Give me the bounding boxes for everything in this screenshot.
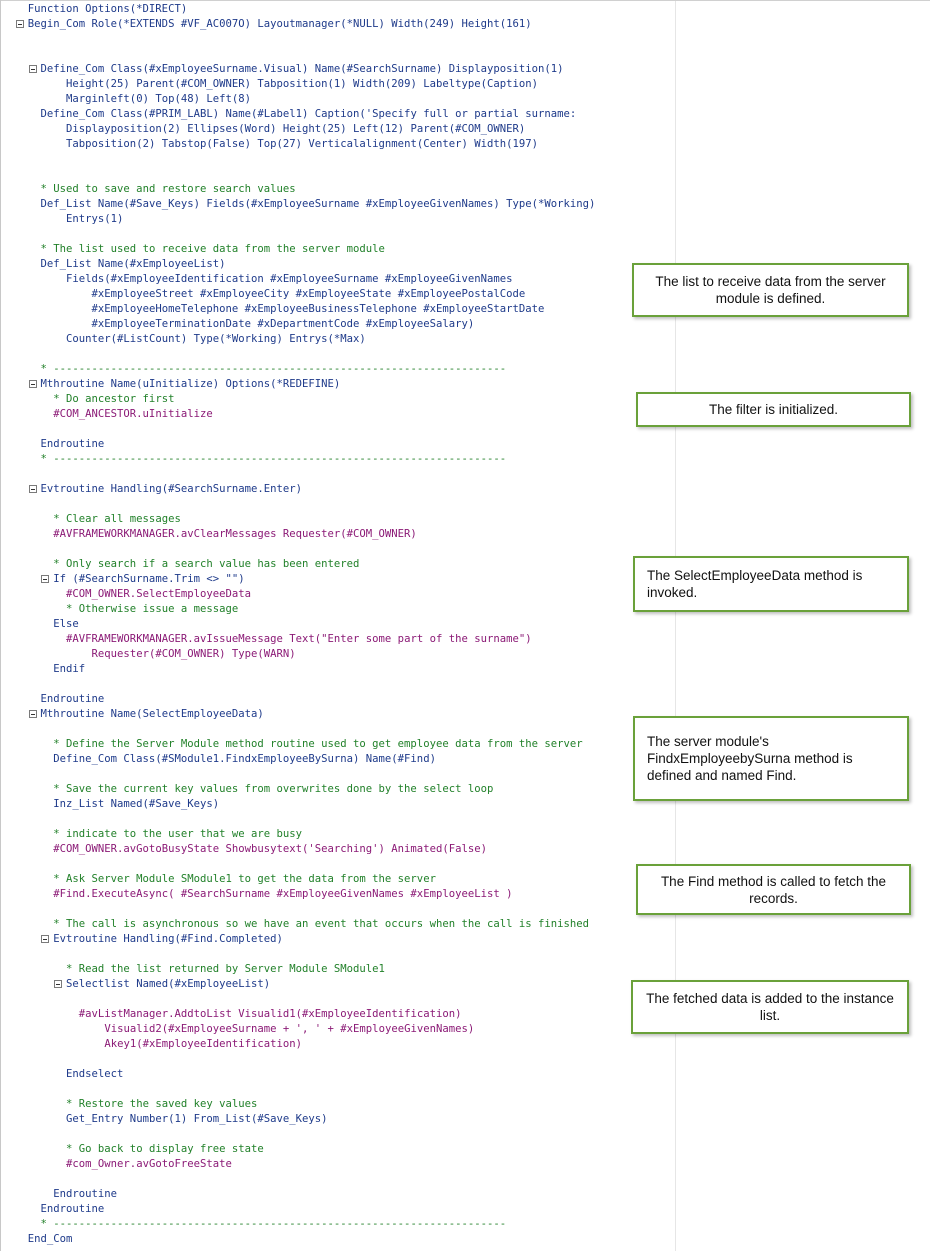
code-token: Endroutine	[40, 1203, 105, 1215]
code-line-text	[41, 257, 226, 272]
code-line-text	[92, 647, 296, 662]
code-line	[1, 437, 930, 452]
code-line	[1, 212, 930, 227]
code-token: Evtroutine Handling(#Find.Completed)	[53, 933, 283, 945]
code-line	[1, 917, 930, 932]
code-line-text	[66, 1157, 232, 1172]
code-line	[1, 1097, 930, 1112]
code-token: End_Com	[27, 1233, 73, 1245]
code-line-text	[53, 1187, 117, 1202]
code-line	[1, 482, 930, 497]
code-line	[1, 107, 930, 122]
code-token: #COM_OWNER.SelectEmployeeData	[66, 588, 251, 600]
code-line	[1, 617, 930, 632]
code-line-text	[41, 242, 385, 257]
code-token: * Only search if a search value has been entered	[53, 558, 360, 570]
code-line-text	[41, 437, 105, 452]
code-line	[1, 227, 930, 242]
code-line-text	[66, 1142, 264, 1157]
code-token: If (#SearchSurname.Trim <> "")	[53, 573, 245, 585]
code-line	[1, 152, 930, 167]
code-line	[1, 1142, 930, 1157]
code-line-text	[41, 107, 577, 122]
code-line	[1, 452, 930, 467]
code-token: Else	[53, 618, 79, 630]
code-listing	[1, 2, 930, 1247]
code-token: Height(25) Parent(#COM_OWNER) Tabposition(1) Width(209) Labeltype(Caption)	[66, 78, 539, 90]
code-line	[1, 962, 930, 977]
code-token: Endroutine	[53, 1188, 118, 1200]
collapse-toggle-icon[interactable]	[29, 380, 37, 388]
callout-filter-initialized-text: The filter is initialized.	[708, 402, 839, 417]
code-token: Counter(#ListCount) Type(*Working) Entrys(*Max)	[66, 333, 366, 345]
code-line	[1, 842, 930, 857]
code-line-text	[66, 587, 251, 602]
code-line	[1, 122, 930, 137]
code-line	[1, 92, 930, 107]
code-line-text	[28, 2, 187, 17]
code-token: * The list used to receive data from the server module	[40, 243, 385, 255]
code-line	[1, 1187, 930, 1202]
code-line-text	[92, 317, 475, 332]
code-line-text	[53, 932, 283, 947]
code-line-text	[53, 842, 487, 857]
code-token: Endroutine	[40, 438, 105, 450]
callout-data-added-text: The fetched data is added to the instance list.	[646, 991, 894, 1023]
code-token: Marginleft(0) Top(48) Left(8)	[66, 93, 251, 105]
code-token: Mthroutine Name(uInitialize) Options(*REDEFINE)	[40, 378, 341, 390]
code-line	[1, 167, 930, 182]
code-line	[1, 347, 930, 362]
code-line	[1, 542, 930, 557]
code-token: #Find.ExecuteAsync( #SearchSurname #xEmployeeGivenNames #xEmployeeList )	[53, 888, 513, 900]
code-line-text	[41, 197, 596, 212]
code-line	[1, 332, 930, 347]
code-line-text	[41, 182, 296, 197]
code-line-text	[41, 482, 303, 497]
code-token: Endroutine	[40, 693, 105, 705]
code-line	[1, 512, 930, 527]
code-token: * Read the list returned by Server Module SModule1	[66, 963, 385, 975]
code-token: Endselect	[66, 1068, 124, 1080]
code-line	[1, 182, 930, 197]
callout-select-invoked-text: The SelectEmployeeData method is invoked.	[647, 568, 863, 600]
code-line-text	[41, 452, 507, 467]
code-token: Displayposition(2) Ellipses(Word) Height(25) Left(12) Parent(#COM_OWNER)	[66, 123, 526, 135]
code-line-text	[66, 602, 238, 617]
code-token: * Used to save and restore search values	[40, 183, 296, 195]
code-line-text	[66, 1097, 257, 1112]
code-line	[1, 377, 930, 392]
code-token: #AVFRAMEWORKMANAGER.avIssueMessage Text("Enter some part of the surname")	[66, 633, 532, 645]
code-line-text	[79, 1007, 462, 1022]
collapse-toggle-icon[interactable]	[16, 20, 24, 28]
code-token: #avListManager.AddtoList Visualid1(#xEmployeeIdentification)	[78, 1008, 462, 1020]
code-token: #xEmployeeStreet #xEmployeeCity #xEmployeeState #xEmployeePostalCode	[91, 288, 526, 300]
collapse-toggle-icon[interactable]	[29, 485, 37, 493]
code-line-text	[53, 407, 212, 422]
code-line-text	[41, 62, 564, 77]
code-token: #com_Owner.avGotoFreeState	[66, 1158, 232, 1170]
code-line-text	[66, 77, 538, 92]
code-line-text	[66, 272, 512, 287]
code-line-text	[53, 872, 436, 887]
collapse-toggle-icon[interactable]	[41, 935, 49, 943]
code-line-text	[66, 977, 270, 992]
code-line	[1, 1052, 930, 1067]
code-line-text	[53, 737, 582, 752]
code-token: Requester(#COM_OWNER) Type(WARN)	[91, 648, 296, 660]
collapse-toggle-icon[interactable]	[41, 575, 49, 583]
code-line-text	[53, 662, 85, 677]
code-line-text	[66, 332, 366, 347]
callout-find-defined	[633, 716, 909, 801]
code-line	[1, 662, 930, 677]
code-token: Endif	[53, 663, 86, 675]
code-line	[1, 77, 930, 92]
code-token: Def_List Name(#xEmployeeList)	[40, 258, 226, 270]
code-line	[1, 1232, 930, 1247]
code-line	[1, 1037, 930, 1052]
code-line-text	[41, 692, 105, 707]
code-token: Akey1(#xEmployeeIdentification)	[104, 1038, 303, 1050]
callout-filter-initialized	[636, 392, 911, 427]
code-line	[1, 137, 930, 152]
code-line	[1, 317, 930, 332]
code-token: Get_Entry Number(1) From_List(#Save_Keys)	[66, 1113, 328, 1125]
code-line-text	[66, 92, 251, 107]
code-line	[1, 692, 930, 707]
code-token: #AVFRAMEWORKMANAGER.avClearMessages	[53, 528, 283, 540]
code-line-text	[66, 1067, 123, 1082]
code-token: #COM_ANCESTOR.uInitialize	[53, 408, 213, 420]
code-line	[1, 362, 930, 377]
code-line	[1, 2, 930, 17]
collapse-toggle-icon[interactable]	[29, 710, 37, 718]
code-line-text	[53, 527, 417, 542]
code-line	[1, 17, 930, 32]
code-line-text	[41, 362, 507, 377]
code-line-text	[66, 1112, 328, 1127]
code-line-text	[66, 137, 538, 152]
code-token: * Ask Server Module SModule1 to get the data from the server	[53, 873, 436, 885]
code-line-text	[41, 707, 264, 722]
code-token: Inz_List Named(#Save_Keys)	[53, 798, 220, 810]
code-token: #xEmployeeHomeTelephone #xEmployeeBusinessTelephone #xEmployeeStartDate	[91, 303, 545, 315]
code-line-text	[53, 512, 181, 527]
code-line	[1, 47, 930, 62]
code-line-text	[53, 617, 79, 632]
code-line-text	[53, 782, 493, 797]
code-line	[1, 812, 930, 827]
code-line-text	[53, 392, 174, 407]
code-token: * Do ancestor first	[53, 393, 175, 405]
code-line	[1, 497, 930, 512]
code-token: * -----------------------------------------------------------------------	[40, 1218, 507, 1230]
code-token: * Define the Server Module method routine used to get employee data from the server	[53, 738, 583, 750]
code-line-text	[53, 797, 219, 812]
code-token: * indicate to the user that we are busy	[53, 828, 303, 840]
code-line	[1, 197, 930, 212]
code-token: Entrys(1)	[66, 213, 124, 225]
code-line-text	[53, 827, 302, 842]
code-line	[1, 1067, 930, 1082]
code-token: * Save the current key values from overwrites done by the select loop	[53, 783, 494, 795]
code-token: * -----------------------------------------------------------------------	[40, 453, 507, 465]
code-line	[1, 1202, 930, 1217]
code-line-text	[104, 1022, 474, 1037]
code-line	[1, 827, 930, 842]
code-line-text	[28, 1232, 73, 1247]
code-token: #xEmployeeTerminationDate #xDepartmentCode #xEmployeeSalary)	[91, 318, 475, 330]
code-token: * Go back to display free state	[66, 1143, 264, 1155]
callout-select-invoked	[633, 556, 909, 612]
callout-find-defined-text: The server module's FindxEmployeebySurna method is defined and named Find.	[647, 734, 853, 783]
code-line	[1, 32, 930, 47]
code-token: Selectlist Named(#xEmployeeList)	[66, 978, 271, 990]
code-line	[1, 1082, 930, 1097]
code-token: Mthroutine Name(SelectEmployeeData)	[40, 708, 264, 720]
code-line-text	[66, 122, 525, 137]
code-line	[1, 467, 930, 482]
code-line	[1, 647, 930, 662]
code-line	[1, 1217, 930, 1232]
code-token: Function Options(*DIRECT)	[27, 3, 188, 15]
code-token: * The call is asynchronous so we have an event that occurs when the call is finished	[53, 918, 590, 930]
code-line	[1, 1112, 930, 1127]
code-line-text	[53, 887, 512, 902]
code-line-text	[92, 302, 545, 317]
code-line-text	[53, 557, 359, 572]
collapse-toggle-icon[interactable]	[54, 980, 62, 988]
code-token: * Otherwise issue a message	[66, 603, 239, 615]
code-line	[1, 62, 930, 77]
code-line-text	[66, 962, 385, 977]
code-line-text	[28, 17, 532, 32]
callout-list-defined-text: The list to receive data from the server module is defined.	[655, 274, 886, 306]
code-token: Define_Com Class(#SModule1.FindxEmployeeBySurna) Name(#Find)	[53, 753, 436, 765]
callout-find-called	[636, 864, 911, 915]
code-line-text	[66, 632, 532, 647]
code-token: * Clear all messages	[53, 513, 181, 525]
code-token: Define_Com Class(#xEmployeeSurname.Visual) Name(#SearchSurname) Displayposition(1)	[40, 63, 564, 75]
code-line	[1, 947, 930, 962]
code-line-text	[41, 1217, 507, 1232]
code-line	[1, 242, 930, 257]
code-line	[1, 527, 930, 542]
callout-data-added	[631, 980, 909, 1034]
code-token: Def_List Name(#Save_Keys) Fields(#xEmployeeSurname #xEmployeeGivenNames) Type(*Working)	[40, 198, 596, 210]
code-token: Begin_Com Role(*EXTENDS #VF_AC007O) Layoutmanager(*NULL) Width(249) Height(161)	[27, 18, 532, 30]
code-line-text	[92, 287, 526, 302]
callout-find-called-text: The Find method is called to fetch the records.	[660, 873, 887, 906]
code-line-text	[53, 572, 244, 587]
code-token: Tabposition(2) Tabstop(False) Top(27) Verticalalignment(Center) Width(197)	[66, 138, 539, 150]
code-line	[1, 632, 930, 647]
code-token: Fields(#xEmployeeIdentification #xEmployeeSurname #xEmployeeGivenNames	[66, 273, 513, 285]
code-token: Define_Com Class(#PRIM_LABL) Name(#Label1) Caption('Specify full or partial surname:	[40, 108, 577, 120]
code-line	[1, 677, 930, 692]
code-line-text	[41, 377, 341, 392]
code-token: * -----------------------------------------------------------------------	[40, 363, 507, 375]
code-token: Evtroutine Handling(#SearchSurname.Enter)	[40, 483, 303, 495]
code-token: Visualid2(#xEmployeeSurname + ', ' + #xEmployeeGivenNames)	[104, 1023, 475, 1035]
code-token: * Restore the saved key values	[66, 1098, 258, 1110]
code-line-text	[66, 212, 123, 227]
code-line-text	[104, 1037, 302, 1052]
callout-list-defined	[632, 263, 909, 317]
code-line-text	[41, 1202, 105, 1217]
code-token: Requester(#COM_OWNER)	[282, 528, 417, 540]
code-line	[1, 932, 930, 947]
code-line-text	[53, 752, 436, 767]
code-line	[1, 1127, 930, 1142]
code-line-text	[53, 917, 589, 932]
code-line	[1, 1157, 930, 1172]
code-line	[1, 1172, 930, 1187]
collapse-toggle-icon[interactable]	[29, 65, 37, 73]
code-token: #COM_OWNER.avGotoBusyState Showbusytext('Searching') Animated(False)	[53, 843, 487, 855]
